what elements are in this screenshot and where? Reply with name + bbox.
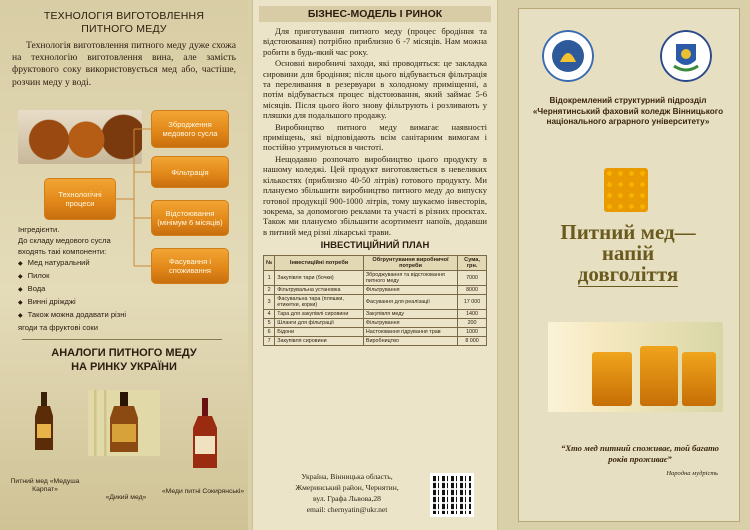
flow-step-packaging: Фасування і споживання: [151, 248, 229, 284]
col-header: Обгрунтування виробничої потреби: [363, 256, 457, 271]
technology-heading: ТЕХНОЛОГІЯ ВИГОТОВЛЕННЯ ПИТНОГО МЕДУ: [43, 10, 205, 35]
business-paragraph: Для приготування питного меду (процес бродіння та відстоювання) потрібно приблизно 6 -7 місяців. Нам можна робити в будь-який час року.: [263, 26, 487, 57]
flow-step-settling: Відстоювання (мінімум 6 місяців): [151, 200, 229, 236]
ingredients-list: [18, 257, 138, 333]
ingredients-intro: До складу медового сусла входять такі компоненти:: [18, 236, 111, 256]
ingredients-title: Інгредієнти.: [18, 225, 60, 234]
brochure-title: Питний мед— напій довголіття: [560, 220, 696, 286]
business-paragraph: Нещодавно розпочато виробництво цього продукту в нашому коледжі. Цей продукт виготовляється в невеликих кількостях (приблизно 40-50 літрів) готового продукту. Ми плануємо збільшити виробництво питного меду до випуску готової продукції 900-1000 літрів, тому шукаємо інвесторів, зокрема, за допомогою реклами та участі в різних проєктах. Також ми плануємо збільшити асортимент напоїв, додавши в питний мед різні лікарські трави.: [263, 153, 487, 237]
quote-source: Народна мудрість: [666, 470, 718, 477]
table-row: 3 Фасувальна тара (пляшки, етикетки, корки) Фасування для реалізації 17 000: [264, 295, 487, 310]
honey-jar-image: [640, 346, 678, 406]
mead-bottle-carpathian-image: [32, 392, 56, 452]
col-header: №: [264, 256, 275, 271]
investment-plan-heading: ІНВЕСТИЦІЙНИЙ ПЛАН: [320, 240, 430, 252]
table-row: 4 Тара для закупівлі сировини Закупівля меду 1400: [264, 310, 487, 319]
flow-step-fermentation: Збродження медового сусла: [151, 110, 229, 148]
honeycomb-image: [604, 168, 648, 212]
wild-mead-bottle-image: [88, 390, 160, 456]
investment-table: [263, 255, 487, 346]
sokyryany-mead-bottle-image: [190, 398, 220, 470]
honey-jar-image: [592, 352, 632, 406]
table-row: 5 Шланги для фільтрації Фільтрування 200: [264, 319, 487, 328]
ingredient-item: ◆ Винні дріжджі: [18, 296, 138, 309]
organization-name: Відокремлений структурний підрозділ «Чернятинський фаховий коледж Вінницького національного аграрного університету»: [532, 96, 724, 126]
right-panel: [500, 0, 750, 530]
table-row: 6 Бідони Настоювання гідрування трав 1000: [264, 328, 487, 337]
product-caption: Питний мед «Медуша Карпат»: [10, 478, 80, 493]
product-caption: «Меди питні Сокирянські»: [161, 488, 245, 495]
university-logo-icon: [542, 30, 594, 82]
col-header: Інвестиційні потреби: [275, 256, 364, 271]
analogs-heading: АНАЛОГИ ПИТНОГО МЕДУ НА РИНКУ УКРАЇНИ: [51, 347, 197, 373]
ingredients-block: [18, 224, 138, 333]
contact-address: Україна, Вінницька область, Жмеринський район, Чернятин, вул. Графа Львова,28 email: chernyatin@ukr.net: [262, 471, 432, 515]
ingredient-item: ◆ Пилок: [18, 270, 138, 283]
ingredient-item: ◆ Також можна додавати різні ягоди та фруктові соки: [18, 309, 138, 333]
table-row: 1 Закупівля тари (бочки) Зброджування та відстоювання питного меду 7000: [264, 271, 487, 286]
ingredient-item: ◆ Вода: [18, 283, 138, 296]
qr-code-icon: [430, 473, 474, 517]
honey-jars-photo: [548, 322, 723, 412]
left-panel: [0, 0, 248, 530]
wild-mead-photo: [88, 390, 160, 456]
ingredient-item: ◆ Мед натуральний: [18, 257, 138, 270]
business-paragraph: Виробництво питного меду вимагає наявності приміщень, які відповідають всім санітарним вимогам і постійно утримуються в чистоті.: [263, 121, 487, 153]
college-logo-icon: [660, 30, 712, 82]
table-row: 2 Фільтрувальна установка Фільтрування 8000: [264, 286, 487, 295]
flow-center-box: Технологічні процеси: [44, 178, 116, 220]
email-text: email: chernyatin@ukr.net: [306, 505, 388, 514]
middle-panel: [252, 0, 498, 530]
product-caption: «Дикий мед»: [105, 494, 147, 501]
table-row: 7 Закупівля сировини Виробництво 8 000: [264, 337, 487, 346]
honey-jar-image: [682, 352, 716, 406]
business-paragraph: Основні виробничі заходи, які проводяться: це закладка сировини для бродіння; після цього відбувається фільтрація та переливання в резервуари в холодному приміщенні, а потім відбувається процес відстоювання, який займає 5-6 місяців. Після цього його знову фільтрують і розливають у пляшки для подальшого продажу.: [263, 58, 487, 121]
folk-quote: “Хто мед питний споживає, той багато років проживає”: [561, 443, 719, 464]
section-divider: [22, 339, 222, 340]
flow-step-filtration: Фільтрація: [151, 156, 229, 188]
table-header-row: [264, 256, 487, 271]
technology-intro: Технологія виготовлення питного меду дуже схожа на технологію виготовлення вина, але замість фруктового соку використовується мед або, частіше, розчин меду у воді.: [12, 40, 236, 88]
business-model-heading: БІЗНЕС-МОДЕЛЬ І РИНОК: [259, 6, 491, 22]
col-header: Сума, грн.: [458, 256, 487, 271]
